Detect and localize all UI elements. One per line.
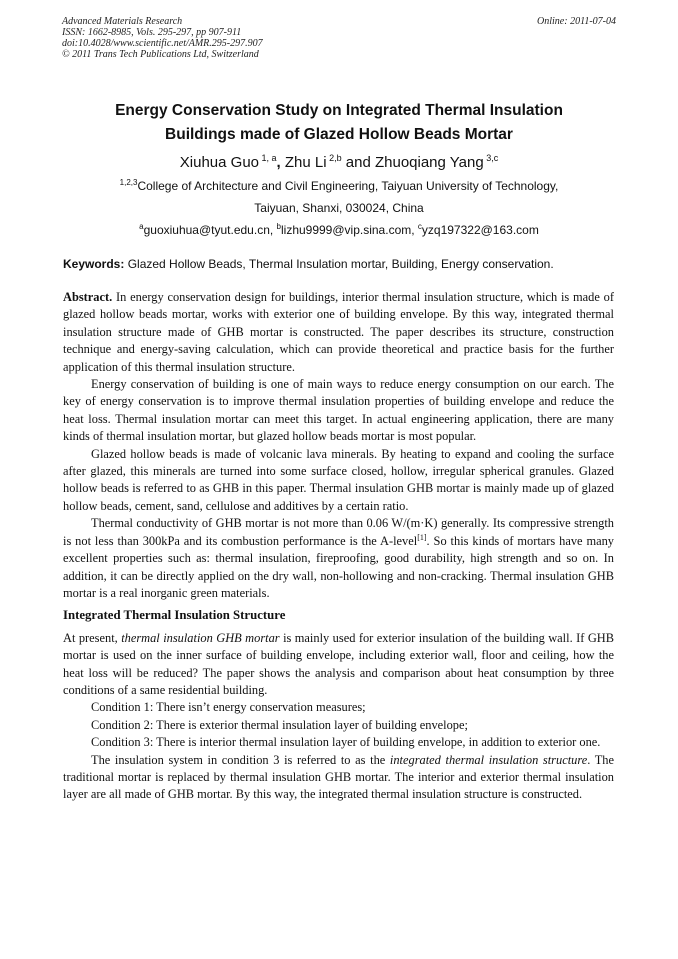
affiliation — [40, 172, 638, 219]
email-b: lizhu9999@vip.sina.com, — [280, 223, 418, 237]
abstract-label: Abstract. — [63, 290, 113, 304]
affiliation-marker: 1,2,3 — [119, 178, 138, 187]
condition-1: Condition 1: There isn’t energy conservation measures; — [91, 700, 366, 715]
title-line-2: Buildings made of Glazed Hollow Beads Mortar — [165, 126, 513, 143]
issn-line: ISSN: 1662-8985, Vols. 295-297, pp 907-911 — [62, 27, 242, 38]
paragraph — [63, 752, 614, 804]
paragraph: Energy conservation of building is one of main ways to reduce energy consumption on our earch. The key of energy conservation is to improve thermal insulation properties of building envelope and reduce the heat loss. Thermal insulation mortar can meet this target. In actual engineering application, there are many kinds of thermal insulation mortar, but glazed hollow beads mortar is most popular. — [63, 377, 614, 444]
title-line-1: Energy Conservation Study on Integrated Thermal Insulation — [115, 102, 563, 119]
condition-3: Condition 3: There is interior thermal insulation layer of building envelope, in addition to exterior one. — [91, 735, 601, 750]
paragraph-text: is mainly used for exterior insulation of the building wall. If GHB mortar is used on the inner surface of building envelope, including exterior wall, floor and ceiling, how the heat loss will be reduced? The paper shows the analysis and comparison about heat consumption by three conditions of a same residential building. — [63, 630, 615, 697]
keywords-text: Glazed Hollow Beads, Thermal Insulation mortar, Building, Energy conservation. — [124, 257, 554, 271]
paragraph — [63, 515, 614, 602]
online-date: Online: 2011-07-04 — [537, 16, 616, 27]
affiliation-line-1 — [40, 172, 638, 197]
email-a: guoxiuhua@tyut.edu.cn, — [143, 223, 277, 237]
author-2: Zhu Li — [284, 154, 327, 171]
journal-name: Advanced Materials Research — [62, 16, 183, 27]
keywords — [63, 256, 618, 272]
copyright-line: © 2011 Trans Tech Publications Ltd, Switzerland — [62, 49, 259, 60]
paragraph-text: . So this kinds of mortars have many excellent properties such as: thermal insulation, fireproofing, good durability, high strength and so on. In addition, it can be directly applied on the dry wall, non-hollowing and non-cracking. Thermal insulation GHB mortar is a real inorganic green materials. — [63, 533, 614, 600]
abstract-text: In energy conservation design for buildings, interior thermal insulation structure, which is made of glazed hollow beads mortar, works with exterior one of building envelope. By this way, integrated thermal insulation structure made of GHB mortar is constructed. The paper describes its structure, construction technique and energy-saving calculation, which can provide theoretical and practice basis for the further application of this thermal insulation structure. — [63, 290, 614, 374]
email-b-marker: b — [276, 222, 281, 231]
affiliation-institution: College of Architecture and Civil Engineering, Taiyuan University of Technology, — [137, 179, 559, 193]
email-c-marker: c — [417, 222, 422, 231]
author-list — [40, 148, 638, 173]
paper-body — [63, 289, 614, 804]
author-separator-and: and — [341, 154, 375, 171]
journal-header — [62, 16, 618, 60]
paragraph: Glazed hollow beads is made of volcanic lava minerals. By heating to expand and cooling the surface after glazed, this minerals are turned into some surface closed, hollow, irregular spherical granules. Glazed hollow beads is referred to as GHB in this paper. Thermal insulation GHB mortar is mainly made up of glazed hollow beads, cement, sand, cellulose and additives by a certain ratio. — [63, 446, 614, 513]
emphasis: integrated thermal insulation structure — [389, 752, 588, 767]
author-2-marker: 2,b — [326, 153, 342, 163]
paragraph-text: . The traditional mortar is replaced by thermal insulation GHB mortar. The interior and exterior thermal insulation layer are all made of GHB mortar. By this way, the integrated thermal insulation structure is constructed. — [63, 752, 614, 802]
email-a-marker: a — [139, 222, 144, 231]
paragraph — [63, 630, 614, 700]
author-1: Xiuhua Guo — [179, 154, 260, 171]
author-separator: , — [276, 154, 285, 171]
paragraph-text: Thermal conductivity of GHB mortar is not more than 0.06 W/(m·K) generally. Its compressive strength is not less than 300kPa and its combustion performance is the A-level — [63, 516, 614, 548]
abstract — [63, 289, 614, 376]
author-3-marker: 3,c — [483, 153, 499, 163]
author-3: Zhuoqiang Yang — [374, 154, 484, 171]
email-list — [40, 218, 638, 239]
section-heading: Integrated Thermal Insulation Structure — [63, 608, 286, 623]
condition-2: Condition 2: There is exterior thermal insulation layer of building envelope; — [91, 717, 468, 732]
paper-title — [40, 99, 638, 147]
keywords-label: Keywords: — [63, 257, 125, 271]
author-1-marker: 1, a — [259, 153, 277, 163]
affiliation-line-2: Taiyuan, Shanxi, 030024, China — [254, 201, 424, 215]
citation-ref: [1] — [417, 532, 427, 542]
paragraph-text: At present, — [63, 630, 122, 645]
emphasis: thermal insulation GHB mortar — [121, 630, 280, 645]
doi-line: doi:10.4028/www.scientific.net/AMR.295-297.907 — [62, 38, 263, 49]
email-c: yzq197322@163.com — [421, 223, 539, 237]
paragraph-text: The insulation system in condition 3 is referred to as the — [91, 752, 390, 767]
